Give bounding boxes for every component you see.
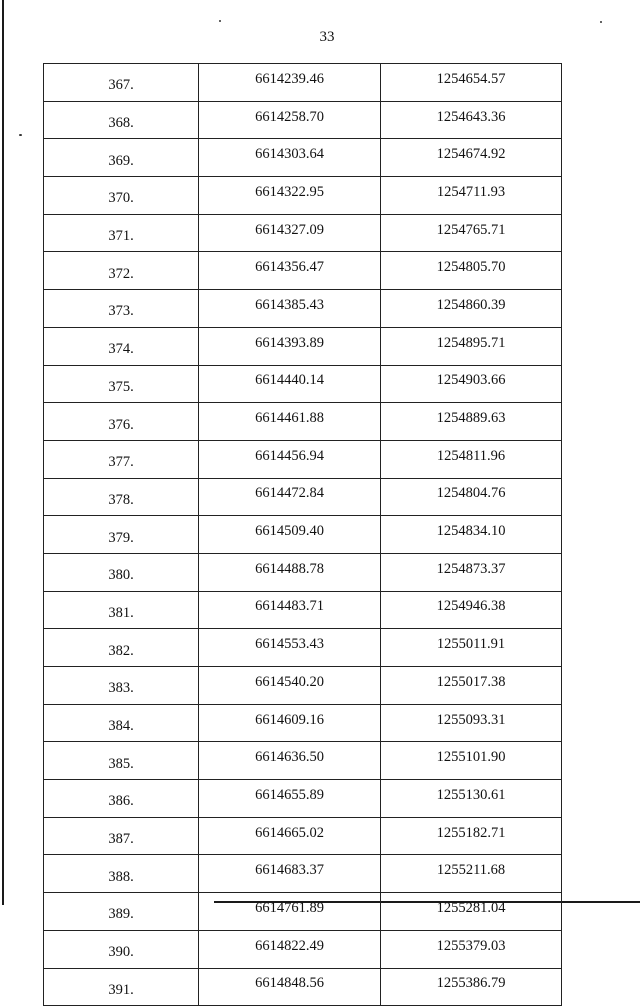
point-number-cell: 388. bbox=[44, 855, 199, 893]
table-row bbox=[44, 478, 562, 516]
x-coordinate-cell: 6614509.40 bbox=[199, 516, 381, 554]
point-number-cell: 377. bbox=[44, 440, 199, 478]
y-coordinate-cell: 1255386.79 bbox=[381, 968, 562, 1006]
x-coordinate-cell: 6614761.89 bbox=[199, 893, 381, 931]
coordinates-table bbox=[43, 63, 562, 1006]
y-coordinate-cell: 1255379.03 bbox=[381, 930, 562, 968]
point-number-cell: 383. bbox=[44, 667, 199, 705]
point-number-cell: 382. bbox=[44, 629, 199, 667]
table-row bbox=[44, 327, 562, 365]
x-coordinate-cell: 6614239.46 bbox=[199, 64, 381, 102]
y-coordinate-cell: 1254873.37 bbox=[381, 553, 562, 591]
scan-speck bbox=[19, 134, 22, 136]
scan-speck bbox=[600, 21, 602, 23]
table-row bbox=[44, 591, 562, 629]
point-number-cell: 371. bbox=[44, 214, 199, 252]
x-coordinate-cell: 6614665.02 bbox=[199, 817, 381, 855]
table-row bbox=[44, 930, 562, 968]
y-coordinate-cell: 1254834.10 bbox=[381, 516, 562, 554]
y-coordinate-cell: 1254903.66 bbox=[381, 365, 562, 403]
x-coordinate-cell: 6614655.89 bbox=[199, 780, 381, 818]
point-number-cell: 379. bbox=[44, 516, 199, 554]
x-coordinate-cell: 6614472.84 bbox=[199, 478, 381, 516]
y-coordinate-cell: 1254643.36 bbox=[381, 101, 562, 139]
y-coordinate-cell: 1254811.96 bbox=[381, 440, 562, 478]
point-number-cell: 372. bbox=[44, 252, 199, 290]
point-number-cell: 367. bbox=[44, 64, 199, 102]
y-coordinate-cell: 1255101.90 bbox=[381, 742, 562, 780]
point-number-cell: 368. bbox=[44, 101, 199, 139]
point-number-cell: 369. bbox=[44, 139, 199, 177]
table-row bbox=[44, 64, 562, 102]
y-coordinate-cell: 1254889.63 bbox=[381, 403, 562, 441]
x-coordinate-cell: 6614553.43 bbox=[199, 629, 381, 667]
x-coordinate-cell: 6614258.70 bbox=[199, 101, 381, 139]
x-coordinate-cell: 6614303.64 bbox=[199, 139, 381, 177]
table-row bbox=[44, 252, 562, 290]
y-coordinate-cell: 1255130.61 bbox=[381, 780, 562, 818]
point-number-cell: 374. bbox=[44, 327, 199, 365]
x-coordinate-cell: 6614488.78 bbox=[199, 553, 381, 591]
point-number-cell: 391. bbox=[44, 968, 199, 1006]
y-coordinate-cell: 1255182.71 bbox=[381, 817, 562, 855]
table-row bbox=[44, 101, 562, 139]
x-coordinate-cell: 6614356.47 bbox=[199, 252, 381, 290]
point-number-cell: 389. bbox=[44, 893, 199, 931]
y-coordinate-cell: 1254765.71 bbox=[381, 214, 562, 252]
y-coordinate-cell: 1254860.39 bbox=[381, 290, 562, 328]
x-coordinate-cell: 6614440.14 bbox=[199, 365, 381, 403]
point-number-cell: 380. bbox=[44, 553, 199, 591]
x-coordinate-cell: 6614483.71 bbox=[199, 591, 381, 629]
table-row bbox=[44, 780, 562, 818]
table-row bbox=[44, 742, 562, 780]
point-number-cell: 386. bbox=[44, 780, 199, 818]
y-coordinate-cell: 1255017.38 bbox=[381, 667, 562, 705]
table-row bbox=[44, 667, 562, 705]
y-coordinate-cell: 1255093.31 bbox=[381, 704, 562, 742]
y-coordinate-cell: 1255281.04 bbox=[381, 893, 562, 931]
x-coordinate-cell: 6614540.20 bbox=[199, 667, 381, 705]
table-row bbox=[44, 139, 562, 177]
x-coordinate-cell: 6614636.50 bbox=[199, 742, 381, 780]
point-number-cell: 384. bbox=[44, 704, 199, 742]
table-row bbox=[44, 290, 562, 328]
point-number-cell: 385. bbox=[44, 742, 199, 780]
y-coordinate-cell: 1254805.70 bbox=[381, 252, 562, 290]
point-number-cell: 370. bbox=[44, 177, 199, 215]
table-row bbox=[44, 855, 562, 893]
y-coordinate-cell: 1255211.68 bbox=[381, 855, 562, 893]
table-row bbox=[44, 817, 562, 855]
page-number: 33 bbox=[319, 29, 335, 45]
y-coordinate-cell: 1254946.38 bbox=[381, 591, 562, 629]
point-number-cell: 381. bbox=[44, 591, 199, 629]
table-row bbox=[44, 214, 562, 252]
y-coordinate-cell: 1254895.71 bbox=[381, 327, 562, 365]
point-number-cell: 390. bbox=[44, 930, 199, 968]
x-coordinate-cell: 6614461.88 bbox=[199, 403, 381, 441]
point-number-cell: 373. bbox=[44, 290, 199, 328]
table-row bbox=[44, 704, 562, 742]
point-number-cell: 387. bbox=[44, 817, 199, 855]
table-row bbox=[44, 629, 562, 667]
x-coordinate-cell: 6614327.09 bbox=[199, 214, 381, 252]
x-coordinate-cell: 6614822.49 bbox=[199, 930, 381, 968]
table-row bbox=[44, 516, 562, 554]
table-row bbox=[44, 440, 562, 478]
y-coordinate-cell: 1254654.57 bbox=[381, 64, 562, 102]
scan-speck bbox=[219, 20, 221, 22]
point-number-cell: 376. bbox=[44, 403, 199, 441]
x-coordinate-cell: 6614456.94 bbox=[199, 440, 381, 478]
x-coordinate-cell: 6614322.95 bbox=[199, 177, 381, 215]
y-coordinate-cell: 1254711.93 bbox=[381, 177, 562, 215]
table-row bbox=[44, 365, 562, 403]
y-coordinate-cell: 1254804.76 bbox=[381, 478, 562, 516]
table-row bbox=[44, 177, 562, 215]
table-row bbox=[44, 553, 562, 591]
x-coordinate-cell: 6614393.89 bbox=[199, 327, 381, 365]
x-coordinate-cell: 6614385.43 bbox=[199, 290, 381, 328]
x-coordinate-cell: 6614848.56 bbox=[199, 968, 381, 1006]
table-row bbox=[44, 403, 562, 441]
y-coordinate-cell: 1254674.92 bbox=[381, 139, 562, 177]
page-left-edge bbox=[2, 0, 4, 905]
point-number-cell: 375. bbox=[44, 365, 199, 403]
coordinates-table-body bbox=[44, 64, 562, 1006]
x-coordinate-cell: 6614609.16 bbox=[199, 704, 381, 742]
x-coordinate-cell: 6614683.37 bbox=[199, 855, 381, 893]
table-row bbox=[44, 968, 562, 1006]
table-row bbox=[44, 893, 562, 931]
point-number-cell: 378. bbox=[44, 478, 199, 516]
y-coordinate-cell: 1255011.91 bbox=[381, 629, 562, 667]
